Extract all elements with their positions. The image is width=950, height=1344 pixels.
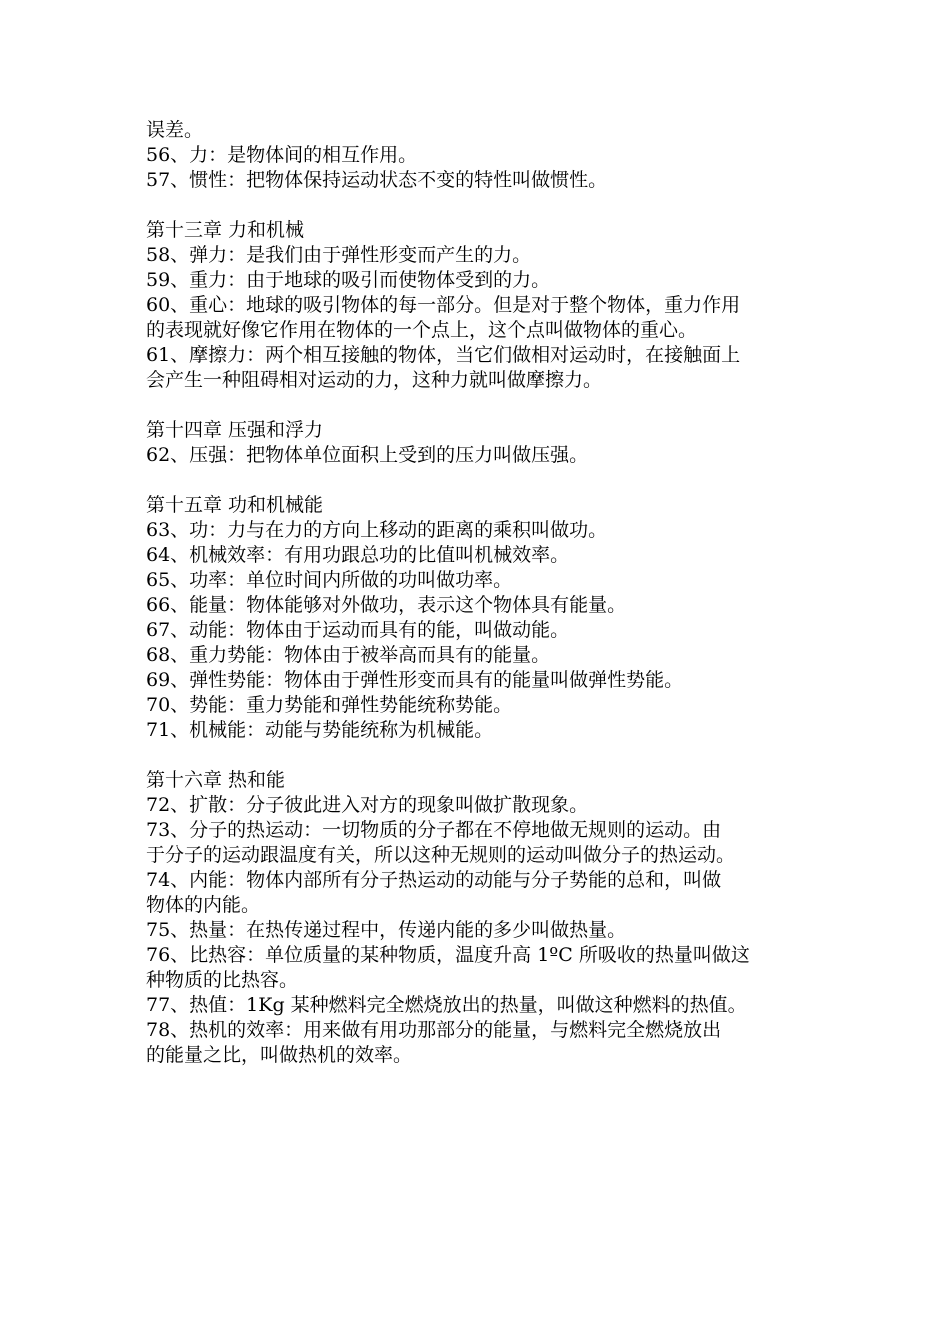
definition-76-line2: 种物质的比热容。 — [146, 969, 299, 991]
definition-68: 68、重力势能：物体由于被举高而具有的能量。 — [146, 644, 551, 666]
definition-63: 63、功：力与在力的方向上移动的距离的乘积叫做功。 — [146, 519, 608, 541]
definition-76-line1: 76、比热容：单位质量的某种物质，温度升高 1ºC 所吸收的热量叫做这 — [146, 944, 750, 966]
spacer — [146, 468, 818, 493]
definition-61-line1: 61、摩擦力：两个相互接触的物体，当它们做相对运动时，在接触面上 — [146, 344, 741, 366]
definition-56: 56、力：是物体间的相互作用。 — [146, 144, 418, 166]
text-line: 误差。 — [146, 119, 204, 141]
chapter-16-heading: 第十六章 热和能 — [146, 769, 286, 791]
definition-73-line1: 73、分子的热运动：一切物质的分子都在不停地做无规则的运动。由 — [146, 819, 722, 841]
spacer — [146, 393, 818, 418]
definition-69: 69、弹性势能：物体由于弹性形变而具有的能量叫做弹性势能。 — [146, 669, 684, 691]
definition-77: 77、热值：1Kg 某种燃料完全燃烧放出的热量，叫做这种燃料的热值。 — [146, 994, 747, 1016]
definition-70: 70、势能：重力势能和弹性势能统称势能。 — [146, 694, 513, 716]
document-page — [146, 118, 818, 1068]
definition-78-line1: 78、热机的效率：用来做有用功那部分的能量，与燃料完全燃烧放出 — [146, 1019, 722, 1041]
definition-75: 75、热量：在热传递过程中，传递内能的多少叫做热量。 — [146, 919, 627, 941]
spacer — [146, 193, 818, 218]
definition-64: 64、机械效率：有用功跟总功的比值叫机械效率。 — [146, 544, 570, 566]
definition-72: 72、扩散：分子彼此进入对方的现象叫做扩散现象。 — [146, 794, 589, 816]
definition-74-line2: 物体的内能。 — [146, 894, 261, 916]
definition-67: 67、动能：物体由于运动而具有的能，叫做动能。 — [146, 619, 570, 641]
definition-65: 65、功率：单位时间内所做的功叫做功率。 — [146, 569, 513, 591]
chapter-15-heading: 第十五章 功和机械能 — [146, 494, 324, 516]
chapter-14-heading: 第十四章 压强和浮力 — [146, 419, 324, 441]
definition-57: 57、惯性：把物体保持运动状态不变的特性叫做惯性。 — [146, 169, 608, 191]
definition-58: 58、弹力：是我们由于弹性形变而产生的力。 — [146, 244, 532, 266]
definition-60-line2: 的表现就好像它作用在物体的一个点上，这个点叫做物体的重心。 — [146, 319, 698, 341]
definition-74-line1: 74、内能：物体内部所有分子热运动的动能与分子势能的总和，叫做 — [146, 869, 722, 891]
definition-61-line2: 会产生一种阻碍相对运动的力，这种力就叫做摩擦力。 — [146, 369, 603, 391]
spacer — [146, 743, 818, 768]
definition-71: 71、机械能：动能与势能统称为机械能。 — [146, 719, 494, 741]
definition-62: 62、压强：把物体单位面积上受到的压力叫做压强。 — [146, 444, 589, 466]
definition-60-line1: 60、重心：地球的吸引物体的每一部分。但是对于整个物体，重力作用 — [146, 294, 741, 316]
definition-66: 66、能量：物体能够对外做功，表示这个物体具有能量。 — [146, 594, 627, 616]
definition-78-line2: 的能量之比，叫做热机的效率。 — [146, 1044, 413, 1066]
definition-59: 59、重力：由于地球的吸引而使物体受到的力。 — [146, 269, 551, 291]
definition-73-line2: 于分子的运动跟温度有关，所以这种无规则的运动叫做分子的热运动。 — [146, 844, 736, 866]
chapter-13-heading: 第十三章 力和机械 — [146, 219, 305, 241]
